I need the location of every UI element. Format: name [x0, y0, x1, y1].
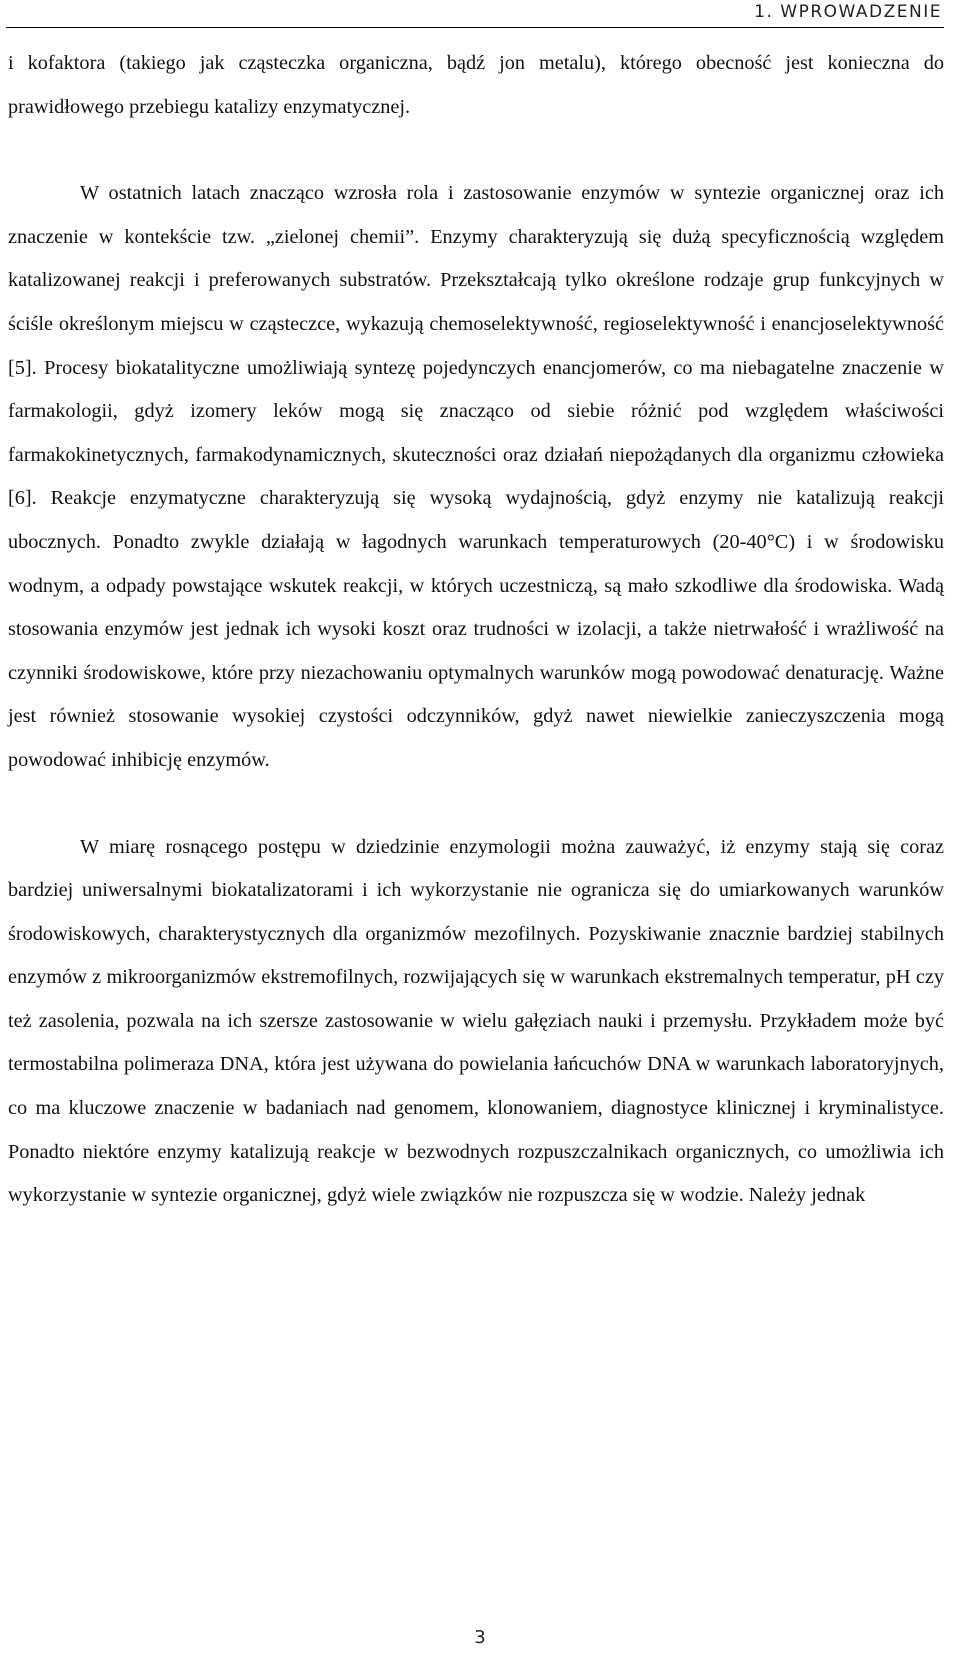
page-body: [8, 42, 944, 1218]
chapter-title: 1. WPROWADZENIE: [754, 2, 942, 22]
paragraph-enzymology-progress: W miarę rosnącego postępu w dziedzinie enzymologii można zauważyć, iż enzymy stają się coraz bardziej uniwersalnymi biokatalizatorami i ich wykorzystanie nie ogranicza się do umiarkowanych warunków środowiskowych, charakterystycznych dla organizmów mezofilnych. Pozyskiwanie znacznie bardziej stabilnych enzymów z mikroorganizmów ekstremofilnych, rozwijających się w warunkach ekstremalnych temperatur, pH czy też zasolenia, pozwala na ich szersze zastosowanie w wielu gałęziach nauki i przemysłu. Przykładem może być termostabilna polimeraza DNA, która jest używana do powielania łańcuchów DNA w warunkach laboratoryjnych, co ma kluczowe znaczenie w badaniach nad genomem, klonowaniem, diagnostyce klinicznej i kryminalistyce. Ponadto niektóre enzymy katalizują reakcje w bezwodnych rozpuszczalnikach organicznych, co umożliwia ich wykorzystanie w syntezie organicznej, gdyż wiele związków nie rozpuszcza się w wodzie. Należy jednak: [8, 835, 944, 1207]
running-header: [6, 0, 944, 28]
paragraph-enzymes-in-synthesis: W ostatnich latach znacząco wzrosła rola i zastosowanie enzymów w syntezie organicznej oraz ich znaczenie w kontekście tzw. „zielonej chemii”. Enzymy charakteryzują się dużą specyficznością względem katalizowanej reakcji i preferowanych substratów. Przekształcają tylko określone rodzaje grup funkcyjnych w ściśle określonym miejscu w cząsteczce, wykazują chemoselektywność, regioselektywność i enancjoselektywność [5]. Procesy biokatalityczne umożliwiają syntezę pojedynczych enancjomerów, co ma niebagatelne znaczenie w farmakologii, gdyż izomery leków mogą się znacząco od siebie różnić pod względem właściwości farmakokinetycznych, farmakodynamicznych, skuteczności oraz działań niepożądanych dla organizmu człowieka [6]. Reakcje enzymatyczne charakteryzują się wysoką wydajnością, gdyż enzymy nie katalizują reakcji ubocznych. Ponadto zwykle działają w łagodnych warunkach temperaturowych (20-40°C) i w środowisku wodnym, a odpady powstające wskutek reakcji, w których uczestniczą, są mało szkodliwe dla środowiska. Wadą stosowania enzymów jest jednak ich wysoki koszt oraz trudności w izolacji, a także nietrwałość i wrażliwość na czynniki środowiskowe, które przy niezachowaniu optymalnych warunków mogą powodować denaturację. Ważne jest również stosowanie wysokiej czystości odczynników, gdyż nawet niewielkie zanieczyszczenia mogą powodować inhibicję enzymów.: [8, 182, 944, 771]
page-number: 3: [474, 1627, 486, 1648]
paragraph-continuation: i kofaktora (takiego jak cząsteczka organiczna, bądź jon metalu), którego obecność jest konieczna do prawidłowego przebiegu katalizy enzymatycznej.: [8, 52, 944, 118]
